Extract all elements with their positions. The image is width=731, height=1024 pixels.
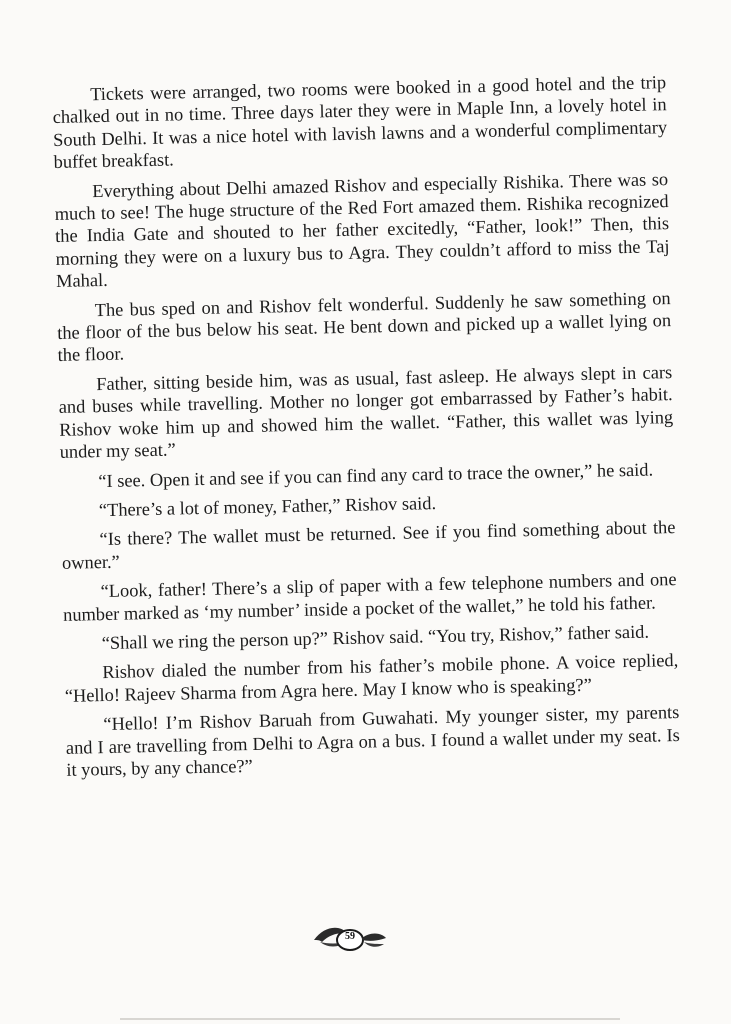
paragraph-2: Everything about Delhi amazed Rishov and especially Rishika. There was so much to see! The huge structure of the Red Fort amazed them. Rishika recognized the India Gate and shouted to her father excitedly, “Father, look!” Then, this morning they were on a luxury bus to Agra. They couldn’t afford to miss the Taj Mahal. bbox=[54, 168, 670, 292]
paragraph-11: “Hello! I’m Rishov Baruah from Guwahati. My younger sister, my parents and I are travelling from Delhi to Agra on a bus. I found a wallet under my seat. Is it yours, by any chance?” bbox=[65, 702, 680, 780]
page-number: 59 bbox=[345, 931, 355, 942]
page-number-ornament bbox=[310, 918, 390, 958]
paragraph-4: Father, sitting beside him, was as usual, fast asleep. He always slept in cars and buses while travelling. Mother no longer got embarrassed by Father’s habit. Rishov woke him up and showed him the wallet. “Father, this wallet was lying under my seat.” bbox=[58, 361, 674, 463]
paragraph-9: “Shall we ring the person up?” Rishov said. “You try, Rishov,” father said. bbox=[101, 621, 650, 654]
page-body bbox=[52, 71, 681, 788]
paragraph-7: “Is there? The wallet must be returned. See if you find something about the owner.” bbox=[61, 517, 676, 573]
paragraph-8: “Look, father! There’s a slip of paper with a few telephone numbers and one number marked as ‘my number’ inside a pocket of the wallet,” he told his father. bbox=[62, 569, 677, 625]
bottom-edge-shadow bbox=[120, 1018, 620, 1020]
paragraph-3: The bus sped on and Rishov felt wonderful. Suddenly he saw something on the floor of the bus below his seat. He bent down and picked up a wallet lying on the floor. bbox=[57, 287, 672, 366]
paragraph-6: “There’s a lot of money, Father,” Rishov said. bbox=[98, 492, 437, 521]
paragraph-1: Tickets were arranged, two rooms were booked in a good hotel and the trip chalked out in no time. Three days later they were in Maple Inn, a lovely hotel in South Delhi. It was a nice hotel with lavish lawns and a wonderful complimentary buffet breakfast. bbox=[52, 72, 668, 173]
paragraph-10: Rishov dialed the number from his father’s mobile phone. A voice replied, “Hello! Rajeev Sharma from Agra here. May I know who is speaking?” bbox=[64, 650, 679, 706]
paragraph-5: “I see. Open it and see if you can find any card to trace the owner,” he said. bbox=[98, 458, 654, 491]
